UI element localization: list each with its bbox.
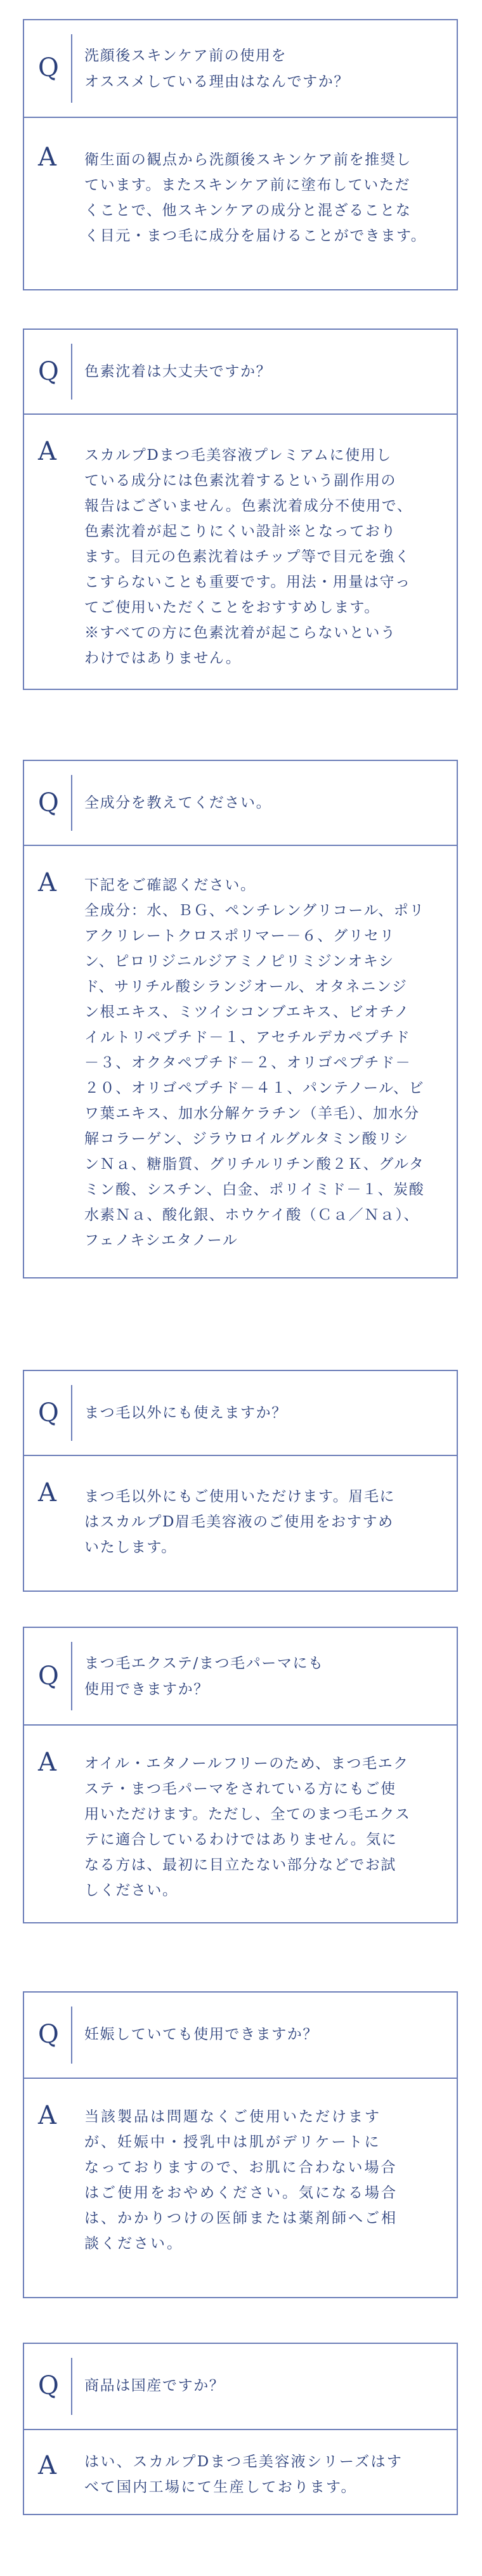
answer-mark: A xyxy=(38,437,56,466)
question-mark: Q xyxy=(38,357,59,386)
question-row xyxy=(24,761,457,846)
answer-row xyxy=(24,846,457,1277)
faq-item xyxy=(23,1991,458,2298)
question-row xyxy=(24,1993,457,2079)
answer-text: 当該製品は問題なくご使用いただけます が、妊娠中・授乳中は肌がデリケートに なっておりますので、お肌に合わない場合 はご使用をおやめください。気になる場合 は、かかりつけの医師または薬剤師へご相 談ください。 xyxy=(84,2109,398,2252)
faq-item xyxy=(23,1627,458,1923)
answer-text: スカルプDまつ毛美容液プレミアムに使用し ている成分には色素沈着するという副作用の 報告はございません。色素沈着成分不使用で、 色素沈着が起こりにくい設計※となっており ます。目元の色素沈着はチップ等で目元を強く こすらないことも重要です。用法・用量は守っ てご使用いただくことをおすすめします。 ※すべての方に色素沈着が起こらないという わけではありません。 xyxy=(84,447,413,667)
answer-mark: A xyxy=(38,868,56,897)
faq-item xyxy=(23,1370,458,1592)
answer-text: 衛生面の観点から洗顔後スキンケア前を推奨し ています。またスキンケア前に塗布していただ くことで、他スキンケアの成分と混ざることな く目元・まつ毛に成分を届けることができます。 xyxy=(84,152,427,244)
answer-mark: A xyxy=(38,2451,56,2480)
faq-item xyxy=(23,760,458,1278)
answer-row xyxy=(24,1456,457,1590)
question-text: 全成分を教えてください。 xyxy=(84,795,272,811)
question-text: 商品は国産ですか？ xyxy=(84,2378,225,2394)
answer-row xyxy=(24,415,457,689)
question-mark: Q xyxy=(38,53,59,82)
question-mark: Q xyxy=(38,2020,59,2049)
question-mark: Q xyxy=(38,1398,59,1428)
answer-text: はい、スカルプDまつ毛美容液シリーズはす べて国内工場にて生産しております。 xyxy=(84,2454,403,2495)
divider xyxy=(71,1642,72,1710)
answer-row xyxy=(24,2430,457,2514)
question-row xyxy=(24,330,457,415)
answer-row xyxy=(24,1726,457,1922)
question-row xyxy=(24,1628,457,1726)
question-row xyxy=(24,20,457,118)
divider xyxy=(71,344,72,400)
answer-mark: A xyxy=(38,2101,56,2130)
answer-mark: A xyxy=(38,1748,56,1777)
answer-text: まつ毛以外にもご使用いただけます。眉毛に はスカルプD眉毛美容液のご使用をおすすめ いたします。 xyxy=(84,1488,396,1556)
question-row xyxy=(24,1371,457,1456)
question-mark: Q xyxy=(38,788,59,817)
divider xyxy=(71,2358,72,2415)
answer-row xyxy=(24,2079,457,2297)
question-text: まつ毛エクステ/まつ毛パーマにも 使用できますか？ xyxy=(84,1655,324,1698)
question-text: 洗顔後スキンケア前の使用を オススメしている理由はなんですか？ xyxy=(84,48,349,90)
divider xyxy=(71,2007,72,2064)
question-mark: Q xyxy=(38,1662,59,1691)
answer-mark: A xyxy=(38,1478,56,1507)
answer-text: オイル・エタノールフリーのため、まつ毛エク ステ・まつ毛パーマをされている方にもご使 用いただけます。ただし、全てのまつ毛エクス テに適合しているわけではありません。気に なる方は、最初に目立たない部分などでお試 しください。 xyxy=(84,1755,411,1899)
faq-item xyxy=(23,329,458,690)
question-text: 色素沈着は大丈夫ですか？ xyxy=(84,363,272,380)
divider xyxy=(71,34,72,103)
answer-text: 下記をご確認ください。 全成分：水、ＢＧ、ペンチレングリコール、ポリ アクリレートクロスポリマー－６、グリセリ ン、ピロリジニルジアミノピリミジンオキシ ド、サリチル酸シランジオール、オタネニンジ ン根エキス、ミツイシコンブエキス、ビオチノ イルトリペプチド－１、アセチルデカペプチド －３、オクタペプチド－２、オリゴペプチド－ ２０、オリゴペプチド－４１、パンテノール、ビ ワ葉エキス、加水分解ケラチン（羊毛）、加水分 解コラーゲン、ジラウロイルグルタミン酸リシ ンＮａ、糖脂質、グリチルリチン酸２Ｋ、グルタ ミン酸、シスチン、白金、ポリイミド－１、炭酸 水素Ｎａ、酸化銀、ホウケイ酸（Ｃａ／Ｎａ）、 フェノキシエタノール xyxy=(84,877,425,1249)
answer-mark: A xyxy=(38,143,56,172)
question-mark: Q xyxy=(38,2371,59,2400)
question-text: 妊娠していても使用できますか？ xyxy=(84,2026,318,2043)
question-row xyxy=(24,2344,457,2430)
divider xyxy=(71,775,72,831)
question-text: まつ毛以外にも使えますか？ xyxy=(84,1405,287,1421)
faq-item xyxy=(23,19,458,290)
divider xyxy=(71,1385,72,1441)
answer-row xyxy=(24,118,457,289)
faq-item xyxy=(23,2343,458,2515)
